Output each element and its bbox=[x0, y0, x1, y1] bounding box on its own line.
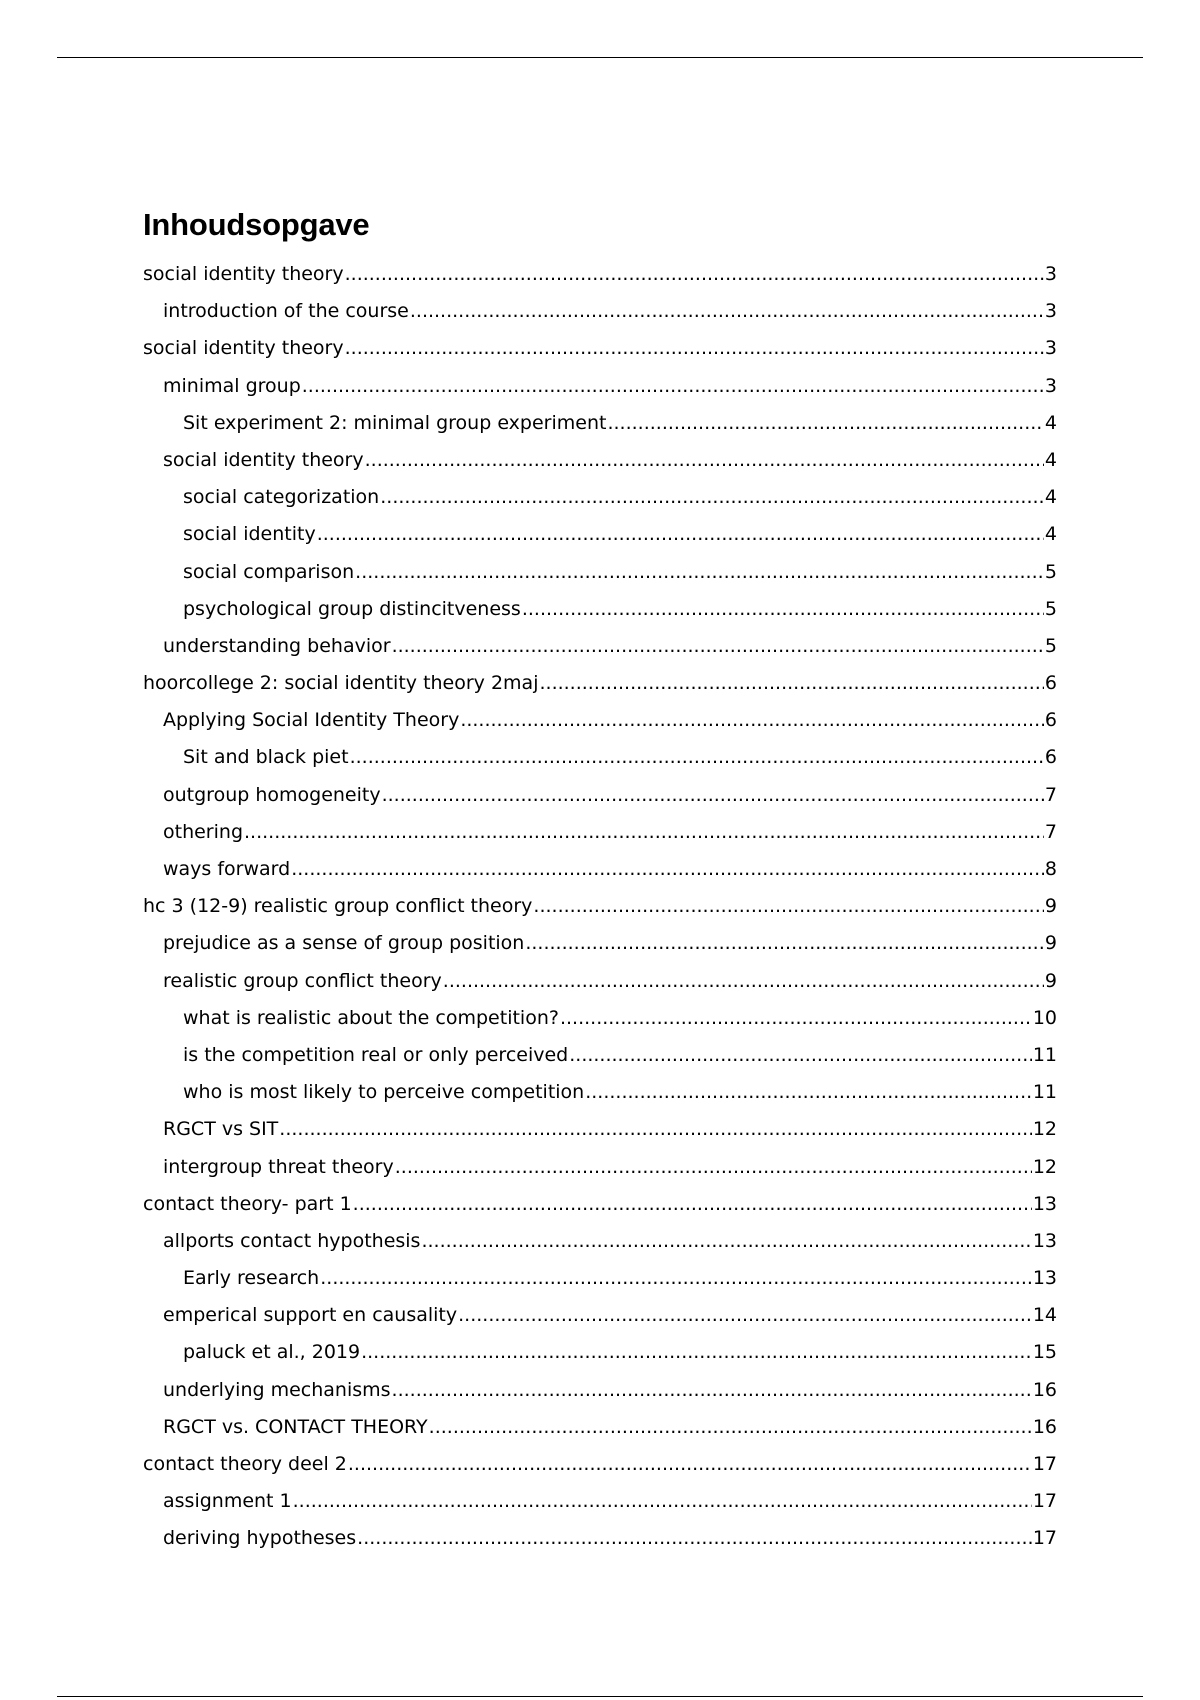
toc-entry-label: assignment 1 bbox=[163, 1490, 292, 1513]
toc-dot-leader bbox=[380, 479, 1044, 516]
toc-page-number: 4 bbox=[1044, 523, 1057, 546]
toc-dot-leader bbox=[522, 591, 1044, 628]
toc-dot-leader bbox=[291, 851, 1044, 888]
toc-entry-label: social comparison bbox=[183, 560, 355, 583]
toc-dot-leader bbox=[533, 888, 1043, 925]
toc-page-number: 12 bbox=[1032, 1155, 1057, 1178]
toc-dot-leader bbox=[320, 1260, 1032, 1297]
toc-dot-leader bbox=[353, 1186, 1032, 1223]
toc-dot-leader bbox=[293, 1483, 1032, 1520]
toc-entry-label: realistic group conflict theory bbox=[163, 969, 442, 992]
toc-entry-label: minimal group bbox=[163, 374, 301, 397]
toc-page-number: 17 bbox=[1032, 1490, 1057, 1513]
toc-entry[interactable] bbox=[143, 1037, 1057, 1074]
toc-entry[interactable] bbox=[143, 1000, 1057, 1037]
toc-dot-leader bbox=[607, 405, 1043, 442]
toc-dot-leader bbox=[317, 516, 1044, 553]
toc-page-number: 4 bbox=[1044, 486, 1057, 509]
toc-entry-label: contact theory- part 1 bbox=[143, 1192, 352, 1215]
table-of-contents bbox=[143, 256, 1057, 1558]
toc-page-number: 9 bbox=[1044, 895, 1057, 918]
toc-page-number: 3 bbox=[1044, 300, 1057, 323]
toc-entry[interactable] bbox=[143, 516, 1057, 553]
toc-dot-leader bbox=[560, 1000, 1032, 1037]
toc-entry[interactable] bbox=[143, 628, 1057, 665]
toc-entry[interactable] bbox=[143, 702, 1057, 739]
toc-dot-leader bbox=[365, 442, 1044, 479]
toc-entry-label: what is realistic about the competition? bbox=[183, 1006, 559, 1029]
toc-dot-leader bbox=[460, 702, 1044, 739]
toc-entry[interactable] bbox=[143, 368, 1057, 405]
toc-dot-leader bbox=[410, 293, 1044, 330]
header-rule bbox=[57, 57, 1143, 58]
toc-dot-leader bbox=[345, 330, 1044, 367]
toc-entry-label: RGCT vs. CONTACT THEORY bbox=[163, 1415, 428, 1438]
toc-entry[interactable] bbox=[143, 293, 1057, 330]
toc-entry-label: psychological group distincitveness bbox=[183, 597, 521, 620]
toc-dot-leader bbox=[357, 1520, 1032, 1557]
toc-page-number: 6 bbox=[1044, 746, 1057, 769]
toc-entry[interactable] bbox=[143, 851, 1057, 888]
toc-dot-leader bbox=[429, 1409, 1032, 1446]
toc-page-number: 6 bbox=[1044, 672, 1057, 695]
toc-dot-leader bbox=[395, 1149, 1032, 1186]
toc-entry-label: paluck et al., 2019 bbox=[183, 1341, 361, 1364]
toc-entry[interactable] bbox=[143, 591, 1057, 628]
toc-dot-leader bbox=[244, 814, 1044, 851]
toc-entry-label: Sit and black piet bbox=[183, 746, 349, 769]
toc-entry-label: contact theory deel 2 bbox=[143, 1453, 347, 1475]
toc-entry-label: intergroup threat theory bbox=[163, 1155, 394, 1178]
footer-rule bbox=[57, 1696, 1143, 1697]
toc-entry-label: hoorcollege 2: social identity theory 2maj bbox=[143, 672, 539, 695]
toc-entry[interactable] bbox=[143, 925, 1057, 962]
toc-entry[interactable] bbox=[143, 665, 1057, 702]
toc-page-number: 6 bbox=[1044, 709, 1057, 732]
toc-entry[interactable] bbox=[143, 405, 1057, 442]
toc-entry[interactable] bbox=[143, 256, 1057, 293]
toc-page-number: 17 bbox=[1032, 1527, 1057, 1550]
toc-dot-leader bbox=[443, 963, 1044, 1000]
toc-dot-leader bbox=[355, 554, 1044, 591]
toc-entry[interactable] bbox=[143, 1223, 1057, 1260]
toc-page-number: 14 bbox=[1032, 1304, 1057, 1327]
toc-entry[interactable] bbox=[143, 1483, 1057, 1520]
toc-page-number: 9 bbox=[1044, 932, 1057, 955]
toc-entry[interactable] bbox=[143, 777, 1057, 814]
toc-page-number: 5 bbox=[1044, 597, 1057, 620]
toc-entry-label: underlying mechanisms bbox=[163, 1378, 391, 1401]
toc-dot-leader bbox=[569, 1037, 1032, 1074]
toc-entry-label: social identity bbox=[183, 523, 316, 546]
toc-entry-label: understanding behavior bbox=[163, 634, 391, 657]
toc-entry[interactable] bbox=[143, 554, 1057, 591]
toc-entry[interactable] bbox=[143, 814, 1057, 851]
toc-dot-leader bbox=[302, 368, 1044, 405]
toc-entry[interactable] bbox=[143, 1372, 1057, 1409]
toc-entry-label: emperical support en causality bbox=[163, 1304, 458, 1327]
toc-entry-label: social identity theory bbox=[163, 448, 364, 471]
toc-entry-label: is the competition real or only perceived bbox=[183, 1043, 569, 1066]
toc-page-number: 3 bbox=[1044, 337, 1057, 360]
toc-entry-label: prejudice as a sense of group position bbox=[163, 932, 525, 955]
toc-entry[interactable] bbox=[143, 1260, 1057, 1297]
toc-page-number: 10 bbox=[1032, 1006, 1057, 1029]
toc-dot-leader bbox=[348, 1446, 1032, 1483]
toc-entry[interactable] bbox=[143, 1446, 1057, 1483]
toc-dot-leader bbox=[525, 925, 1044, 962]
toc-title: Inhoudsopgave bbox=[143, 207, 370, 242]
toc-entry[interactable] bbox=[143, 1111, 1057, 1148]
toc-dot-leader bbox=[345, 256, 1044, 293]
toc-dot-leader bbox=[539, 665, 1043, 702]
toc-entry[interactable] bbox=[143, 1520, 1057, 1557]
toc-dot-leader bbox=[585, 1074, 1032, 1111]
toc-entry[interactable] bbox=[143, 479, 1057, 516]
toc-dot-leader bbox=[458, 1297, 1032, 1334]
toc-page-number: 13 bbox=[1032, 1267, 1057, 1290]
toc-entry-label: deriving hypotheses bbox=[163, 1527, 357, 1550]
toc-entry-label: outgroup homogeneity bbox=[163, 783, 381, 806]
toc-page-number: 16 bbox=[1032, 1378, 1057, 1401]
toc-page-number: 13 bbox=[1032, 1192, 1057, 1215]
toc-dot-leader bbox=[350, 739, 1044, 776]
toc-page-number: 11 bbox=[1032, 1043, 1057, 1066]
toc-dot-leader bbox=[382, 777, 1044, 814]
toc-page-number: 4 bbox=[1044, 448, 1057, 471]
toc-entry-label: Early research bbox=[183, 1267, 320, 1290]
toc-page-number: 7 bbox=[1044, 820, 1057, 843]
toc-entry-label: othering bbox=[163, 820, 243, 843]
toc-entry-label: Applying Social Identity Theory bbox=[163, 709, 460, 732]
toc-entry-label: who is most likely to perceive competition bbox=[183, 1081, 585, 1104]
toc-entry-label: social categorization bbox=[183, 486, 380, 509]
toc-page-number: 11 bbox=[1032, 1081, 1057, 1104]
toc-entry[interactable] bbox=[143, 1186, 1057, 1223]
toc-page-number: 9 bbox=[1044, 969, 1057, 992]
toc-page-number: 5 bbox=[1044, 634, 1057, 657]
toc-entry[interactable] bbox=[143, 442, 1057, 479]
toc-page-number: 4 bbox=[1044, 411, 1057, 434]
toc-entry[interactable] bbox=[143, 963, 1057, 1000]
toc-page-number: 5 bbox=[1044, 560, 1057, 583]
toc-entry-label: Sit experiment 2: minimal group experiment bbox=[183, 411, 607, 434]
toc-entry[interactable] bbox=[143, 330, 1057, 367]
toc-page-number: 7 bbox=[1044, 783, 1057, 806]
toc-entry-label: social identity theory bbox=[143, 337, 344, 360]
toc-entry[interactable] bbox=[143, 888, 1057, 925]
toc-dot-leader bbox=[361, 1334, 1032, 1371]
toc-dot-leader bbox=[421, 1223, 1031, 1260]
toc-page-number: 16 bbox=[1032, 1415, 1057, 1438]
toc-page-number: 8 bbox=[1044, 858, 1057, 880]
toc-entry[interactable] bbox=[143, 1297, 1057, 1334]
toc-entry-label: RGCT vs SIT bbox=[163, 1118, 279, 1141]
toc-page-number: 17 bbox=[1032, 1453, 1057, 1475]
toc-entry[interactable] bbox=[143, 1409, 1057, 1446]
toc-page-number: 12 bbox=[1032, 1118, 1057, 1141]
toc-entry[interactable] bbox=[143, 1334, 1057, 1371]
toc-page-number: 15 bbox=[1032, 1341, 1057, 1364]
toc-entry[interactable] bbox=[143, 1149, 1057, 1186]
toc-page-number: 3 bbox=[1044, 263, 1057, 285]
toc-entry-label: social identity theory bbox=[143, 263, 344, 285]
toc-dot-leader bbox=[279, 1111, 1032, 1148]
toc-entry-label: ways forward bbox=[163, 858, 291, 880]
toc-dot-leader bbox=[392, 628, 1044, 665]
toc-entry-label: introduction of the course bbox=[163, 300, 409, 323]
toc-entry[interactable] bbox=[143, 739, 1057, 776]
toc-dot-leader bbox=[392, 1372, 1032, 1409]
toc-entry-label: hc 3 (12-9) realistic group conflict theory bbox=[143, 895, 533, 918]
toc-page-number: 3 bbox=[1044, 374, 1057, 397]
toc-page-number: 13 bbox=[1032, 1229, 1057, 1252]
toc-entry-label: allports contact hypothesis bbox=[163, 1229, 421, 1252]
toc-entry[interactable] bbox=[143, 1074, 1057, 1111]
